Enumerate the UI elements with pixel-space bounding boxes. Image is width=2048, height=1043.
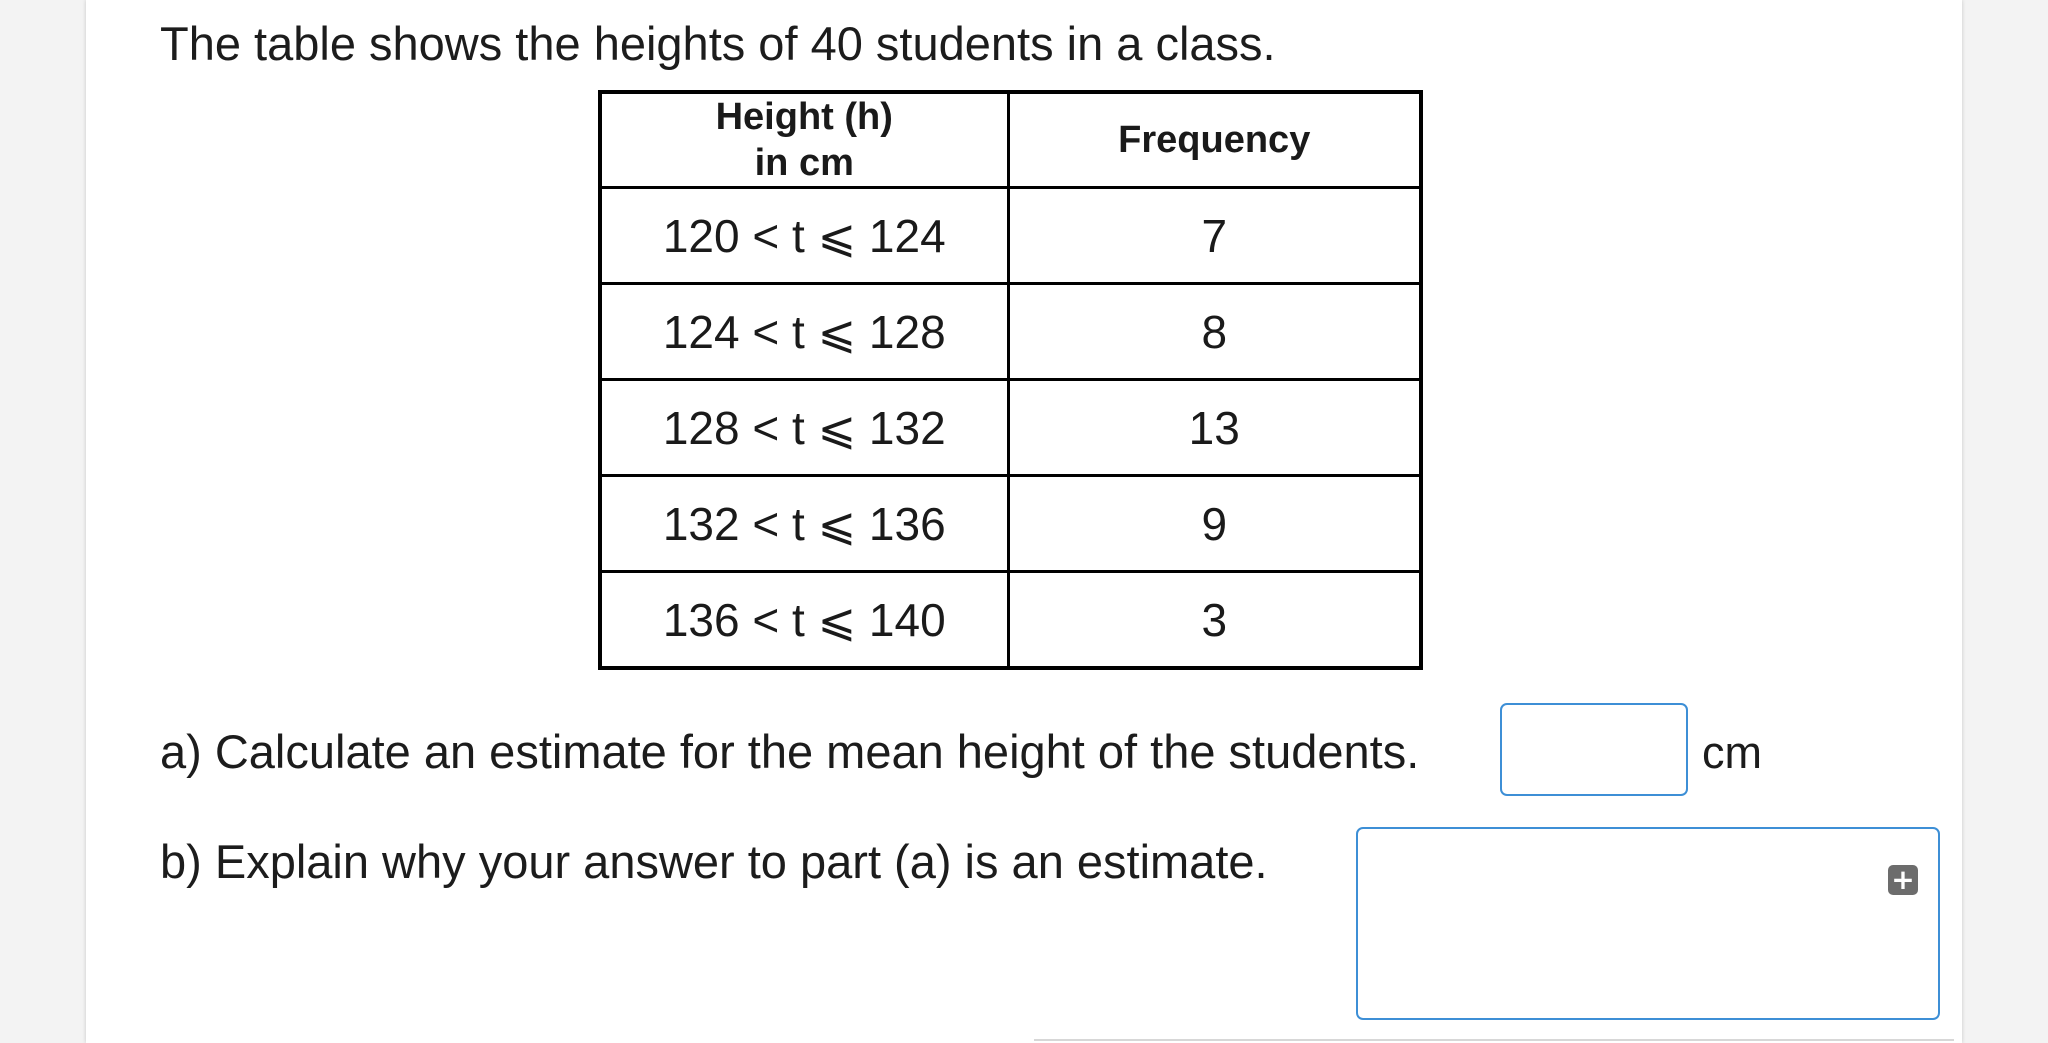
header-frequency: Frequency — [1008, 92, 1421, 188]
frequency-cell: 8 — [1008, 284, 1421, 380]
frequency-cell: 9 — [1008, 476, 1421, 572]
interval-cell: 132 < t ⩽ 136 — [600, 476, 1008, 572]
part-b-answer-textarea[interactable] — [1356, 827, 1940, 1020]
part-a-unit: cm — [1702, 727, 1762, 778]
plus-square-icon[interactable]: + — [1888, 865, 1918, 895]
frequency-cell: 13 — [1008, 380, 1421, 476]
interval-cell: 136 < t ⩽ 140 — [600, 572, 1008, 669]
header-height — [600, 92, 1008, 188]
interval-cell: 124 < t ⩽ 128 — [600, 284, 1008, 380]
interval-cell: 128 < t ⩽ 132 — [600, 380, 1008, 476]
question-page — [86, 0, 1962, 1043]
part-a-prompt: a) Calculate an estimate for the mean height of the students. — [160, 725, 1420, 778]
table-row — [600, 572, 1421, 669]
frequency-cell: 3 — [1008, 572, 1421, 669]
frequency-cell: 7 — [1008, 188, 1421, 284]
part-a-answer-input[interactable] — [1500, 703, 1688, 796]
table-row — [600, 284, 1421, 380]
part-b-prompt: b) Explain why your answer to part (a) is an estimate. — [160, 835, 1268, 888]
table-row — [600, 188, 1421, 284]
question-intro: The table shows the heights of 40 students in a class. — [160, 17, 1276, 70]
interval-cell: 120 < t ⩽ 124 — [600, 188, 1008, 284]
height-frequency-table — [598, 90, 1423, 670]
table-row — [600, 476, 1421, 572]
divider — [1034, 1039, 1954, 1041]
table-row — [600, 380, 1421, 476]
table-header-row — [600, 92, 1421, 188]
header-height-line1: Height (h) — [715, 96, 893, 138]
header-height-line2: in cm — [754, 142, 854, 184]
